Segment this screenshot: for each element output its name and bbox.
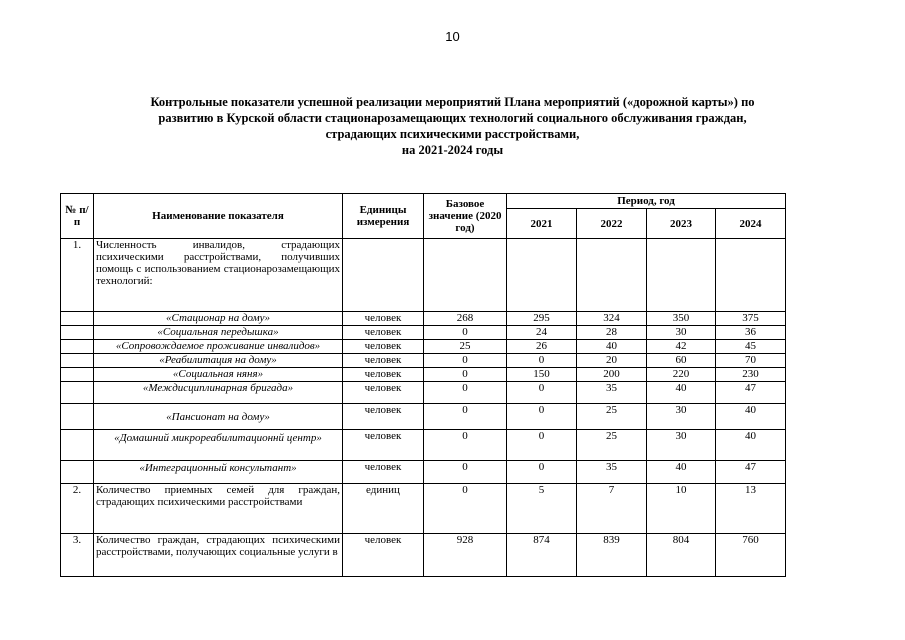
header-period: Период, год	[507, 194, 786, 209]
value-cell: 60	[647, 354, 716, 368]
value-cell: 13	[716, 484, 786, 534]
document-title	[80, 94, 825, 158]
unit-cell: человек	[343, 430, 424, 461]
value-cell: 36	[716, 326, 786, 340]
value-cell: 40	[716, 404, 786, 430]
value-cell: 35	[577, 382, 647, 404]
indicator-name: «Сопровождаемое проживание инвалидов»	[94, 340, 343, 354]
table-row	[61, 326, 786, 340]
indicator-name: «Социальная передышка»	[94, 326, 343, 340]
unit-cell: человек	[343, 461, 424, 484]
value-cell: 268	[424, 312, 507, 326]
header-year: 2022	[577, 209, 647, 239]
indicator-name: «Социальная няня»	[94, 368, 343, 382]
header-name: Наименование показателя	[94, 194, 343, 239]
value-cell: 47	[716, 382, 786, 404]
value-cell	[424, 239, 507, 312]
value-cell: 47	[716, 461, 786, 484]
value-cell: 0	[424, 326, 507, 340]
table-row	[61, 354, 786, 368]
value-cell: 26	[507, 340, 577, 354]
value-cell: 0	[507, 461, 577, 484]
row-num: 2.	[61, 484, 94, 534]
value-cell: 0	[424, 461, 507, 484]
value-cell: 0	[507, 430, 577, 461]
value-cell: 874	[507, 534, 577, 577]
table-row	[61, 534, 786, 577]
value-cell: 10	[647, 484, 716, 534]
title-line: развитию в Курской области стационарозамещающих технологий социального обслуживания граждан,	[158, 111, 747, 125]
indicator-name: «Реабилитация на дому»	[94, 354, 343, 368]
header-base: Базовое значение (2020 год)	[424, 194, 507, 239]
table-row	[61, 368, 786, 382]
row-num: 3.	[61, 534, 94, 577]
value-cell: 324	[577, 312, 647, 326]
unit-cell: человек	[343, 404, 424, 430]
table-row	[61, 312, 786, 326]
table-row	[61, 382, 786, 404]
value-cell: 40	[716, 430, 786, 461]
value-cell: 928	[424, 534, 507, 577]
title-line: страдающих психическими расстройствами,	[325, 127, 580, 141]
indicator-name: «Стационар на дому»	[94, 312, 343, 326]
title-line: на 2021-2024 годы	[401, 143, 504, 157]
value-cell: 70	[716, 354, 786, 368]
title-line: Контрольные показатели успешной реализации мероприятий Плана мероприятий («дорожной карты») по	[150, 95, 755, 109]
value-cell: 0	[424, 368, 507, 382]
value-cell: 25	[577, 404, 647, 430]
value-cell: 350	[647, 312, 716, 326]
value-cell: 200	[577, 368, 647, 382]
table-row	[61, 239, 786, 312]
indicator-name: «Интеграционный консультант»	[94, 461, 343, 484]
value-cell: 7	[577, 484, 647, 534]
value-cell: 35	[577, 461, 647, 484]
unit-cell: человек	[343, 340, 424, 354]
unit-cell: человек	[343, 354, 424, 368]
value-cell: 375	[716, 312, 786, 326]
value-cell: 230	[716, 368, 786, 382]
value-cell: 0	[424, 404, 507, 430]
indicator-name: Численность инвалидов, страдающих психическими расстройствами, получивших помощь с использованием стационарозамещающих технологий:	[94, 239, 343, 312]
value-cell: 40	[577, 340, 647, 354]
value-cell: 0	[424, 382, 507, 404]
value-cell: 25	[577, 430, 647, 461]
value-cell: 220	[647, 368, 716, 382]
value-cell: 24	[507, 326, 577, 340]
value-cell: 760	[716, 534, 786, 577]
value-cell: 30	[647, 404, 716, 430]
value-cell: 20	[577, 354, 647, 368]
value-cell: 0	[424, 354, 507, 368]
value-cell: 42	[647, 340, 716, 354]
value-cell: 804	[647, 534, 716, 577]
value-cell	[716, 239, 786, 312]
value-cell: 0	[507, 382, 577, 404]
header-year: 2023	[647, 209, 716, 239]
unit-cell	[343, 239, 424, 312]
unit-cell: человек	[343, 382, 424, 404]
header-unit: Единицы измерения	[343, 194, 424, 239]
value-cell: 0	[424, 430, 507, 461]
value-cell: 0	[507, 404, 577, 430]
indicator-name: «Пансионат на дому»	[94, 404, 343, 430]
value-cell: 25	[424, 340, 507, 354]
unit-cell: человек	[343, 312, 424, 326]
table-row	[61, 430, 786, 461]
unit-cell: человек	[343, 534, 424, 577]
value-cell: 40	[647, 382, 716, 404]
indicator-name: «Междисциплинарная бригада»	[94, 382, 343, 404]
table-row	[61, 404, 786, 430]
value-cell	[647, 239, 716, 312]
value-cell	[507, 239, 577, 312]
value-cell: 150	[507, 368, 577, 382]
value-cell: 30	[647, 326, 716, 340]
value-cell: 295	[507, 312, 577, 326]
unit-cell: единиц	[343, 484, 424, 534]
value-cell	[577, 239, 647, 312]
value-cell: 28	[577, 326, 647, 340]
indicator-name: «Домашний микрореабилитационнй центр»	[94, 430, 343, 461]
value-cell: 40	[647, 461, 716, 484]
header-num: № п/п	[61, 194, 94, 239]
value-cell: 0	[507, 354, 577, 368]
header-year: 2024	[716, 209, 786, 239]
indicator-name: Количество приемных семей для граждан, страдающих психическими расстройствами	[94, 484, 343, 534]
unit-cell: человек	[343, 326, 424, 340]
row-num: 1.	[61, 239, 94, 312]
header-year: 2021	[507, 209, 577, 239]
value-cell: 839	[577, 534, 647, 577]
table-row	[61, 461, 786, 484]
indicators-table	[60, 193, 786, 577]
unit-cell: человек	[343, 368, 424, 382]
page-number: 10	[445, 29, 460, 44]
indicator-name: Количество граждан, страдающих психическими расстройствами, получающих социальные услуги в	[94, 534, 343, 577]
value-cell: 0	[424, 484, 507, 534]
value-cell: 45	[716, 340, 786, 354]
value-cell: 30	[647, 430, 716, 461]
table-row	[61, 340, 786, 354]
table-row	[61, 484, 786, 534]
value-cell: 5	[507, 484, 577, 534]
